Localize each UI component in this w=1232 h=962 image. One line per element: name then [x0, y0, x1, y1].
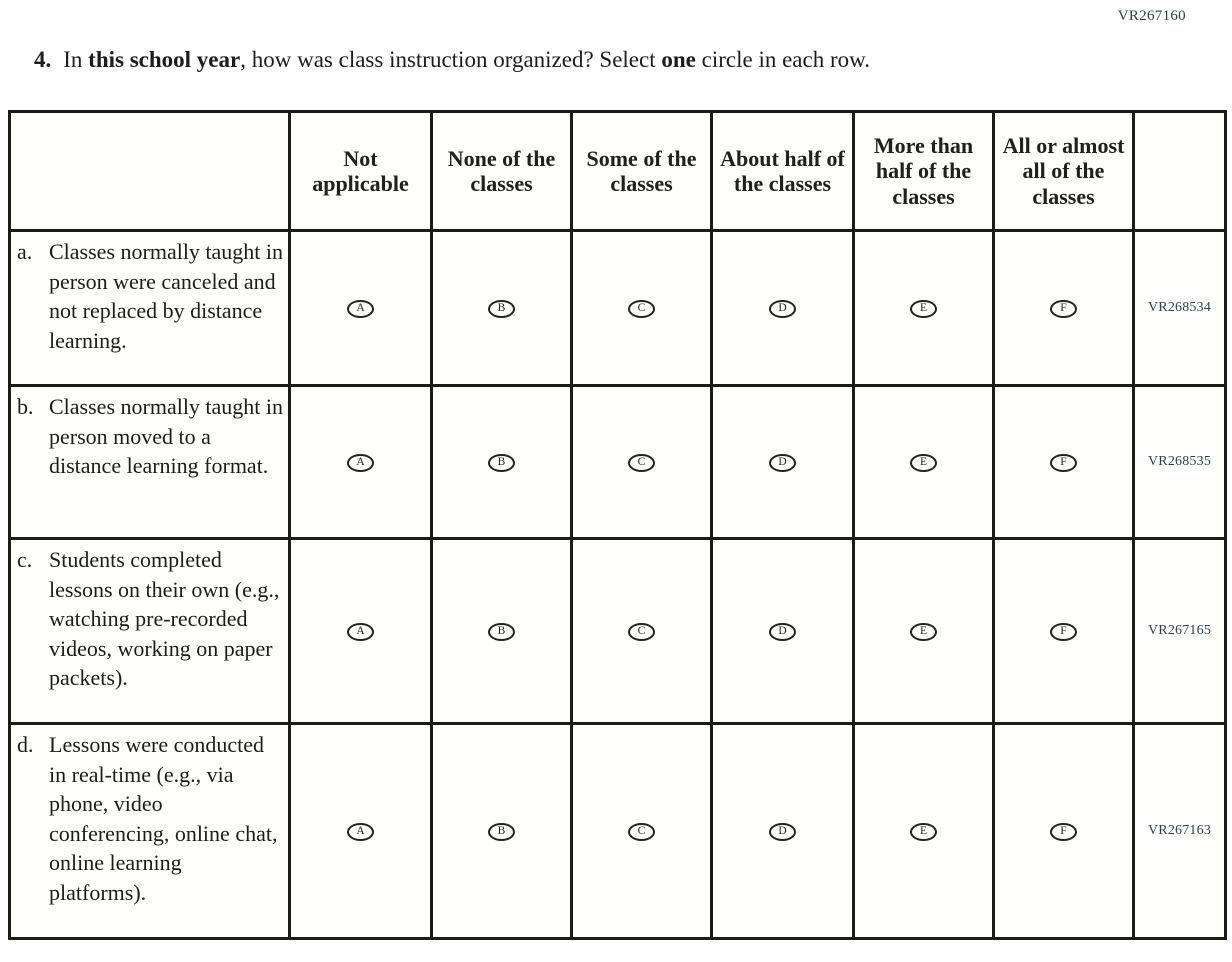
row-letter: d.	[17, 732, 34, 757]
answer-bubble-c[interactable]: C	[628, 454, 655, 472]
row-c-cell-b	[432, 539, 572, 724]
answer-bubble-a[interactable]: A	[347, 300, 374, 318]
row-c-cell-c	[572, 539, 712, 724]
answer-bubble-b[interactable]: B	[488, 454, 515, 472]
answer-bubble-a[interactable]: A	[347, 454, 374, 472]
row-d-cell-a	[290, 724, 432, 939]
answer-bubble-e[interactable]: E	[910, 300, 937, 318]
question-text	[34, 46, 1212, 75]
header-all-or-almost-all: All or almost all of the classes	[994, 112, 1134, 231]
row-a-stem	[10, 231, 290, 386]
header-stem-blank	[10, 112, 290, 231]
header-more-than-half: More than half of the classes	[854, 112, 994, 231]
row-c-cell-a	[290, 539, 432, 724]
answer-bubble-d[interactable]: D	[769, 454, 796, 472]
row-d-cell-f	[994, 724, 1134, 939]
answer-bubble-f[interactable]: F	[1050, 300, 1077, 318]
question-part: circle in each row.	[695, 47, 870, 72]
question-number: 4.	[34, 47, 52, 72]
row-a-cell-c	[572, 231, 712, 386]
header-not-applicable: Not applicable	[290, 112, 432, 231]
row-a-cell-e	[854, 231, 994, 386]
question-bold-part: this school year	[88, 47, 241, 72]
row-b-cell-a	[290, 386, 432, 539]
answer-bubble-f[interactable]: F	[1050, 454, 1077, 472]
row-letter: c.	[17, 547, 33, 572]
answer-bubble-f[interactable]: F	[1050, 823, 1077, 841]
question-part: In	[63, 47, 89, 72]
row-b-cell-f	[994, 386, 1134, 539]
row-b-cell-c	[572, 386, 712, 539]
row-statement: Students completed lessons on their own (e.g., watching pre-recorded videos, working on paper packets).	[49, 547, 280, 691]
header-none-of-classes: None of the classes	[432, 112, 572, 231]
row-a-cell-b	[432, 231, 572, 386]
row-a-cell-f	[994, 231, 1134, 386]
table-row-b	[10, 386, 1226, 539]
row-d-cell-c	[572, 724, 712, 939]
answer-bubble-d[interactable]: D	[769, 300, 796, 318]
row-c-cell-e	[854, 539, 994, 724]
answer-bubble-c[interactable]: C	[628, 823, 655, 841]
row-b-cell-e	[854, 386, 994, 539]
row-d-stem	[10, 724, 290, 939]
question-bold-part: one	[661, 47, 696, 72]
row-b-stem	[10, 386, 290, 539]
row-d-cell-d	[712, 724, 854, 939]
header-about-half: About half of the classes	[712, 112, 854, 231]
answer-bubble-f[interactable]: F	[1050, 623, 1077, 641]
row-d-cell-b	[432, 724, 572, 939]
answer-bubble-a[interactable]: A	[347, 823, 374, 841]
question-part: , how was class instruction organized? Select	[240, 47, 662, 72]
row-b-code: VR268535	[1134, 386, 1226, 539]
row-c-stem	[10, 539, 290, 724]
answer-bubble-e[interactable]: E	[910, 454, 937, 472]
row-b-cell-d	[712, 386, 854, 539]
row-a-cell-d	[712, 231, 854, 386]
row-a-code: VR268534	[1134, 231, 1226, 386]
answer-bubble-d[interactable]: D	[769, 823, 796, 841]
header-row	[10, 112, 1226, 231]
answer-bubble-c[interactable]: C	[628, 300, 655, 318]
row-d-code: VR267163	[1134, 724, 1226, 939]
row-d-cell-e	[854, 724, 994, 939]
answer-bubble-d[interactable]: D	[769, 623, 796, 641]
row-b-cell-b	[432, 386, 572, 539]
answer-bubble-b[interactable]: B	[488, 300, 515, 318]
answer-bubble-b[interactable]: B	[488, 623, 515, 641]
row-c-code: VR267165	[1134, 539, 1226, 724]
answer-bubble-c[interactable]: C	[628, 623, 655, 641]
row-a-cell-a	[290, 231, 432, 386]
row-c-cell-f	[994, 539, 1134, 724]
row-letter: a.	[17, 239, 33, 264]
answer-bubble-e[interactable]: E	[910, 623, 937, 641]
row-statement: Classes normally taught in person were canceled and not replaced by distance learning.	[49, 239, 284, 353]
row-letter: b.	[17, 394, 34, 419]
response-matrix-table	[8, 110, 1227, 940]
row-c-cell-d	[712, 539, 854, 724]
row-statement: Lessons were conducted in real-time (e.g., via phone, video conferencing, online chat, online learning platforms).	[49, 732, 278, 905]
header-code-blank	[1134, 112, 1226, 231]
row-statement: Classes normally taught in person moved to a distance learning format.	[49, 394, 284, 479]
table-row-c	[10, 539, 1226, 724]
header-some-of-classes: Some of the classes	[572, 112, 712, 231]
table-row-d	[10, 724, 1226, 939]
answer-bubble-b[interactable]: B	[488, 823, 515, 841]
answer-bubble-a[interactable]: A	[347, 623, 374, 641]
page-form-code: VR267160	[1117, 8, 1186, 24]
answer-bubble-e[interactable]: E	[910, 823, 937, 841]
table-row-a	[10, 231, 1226, 386]
